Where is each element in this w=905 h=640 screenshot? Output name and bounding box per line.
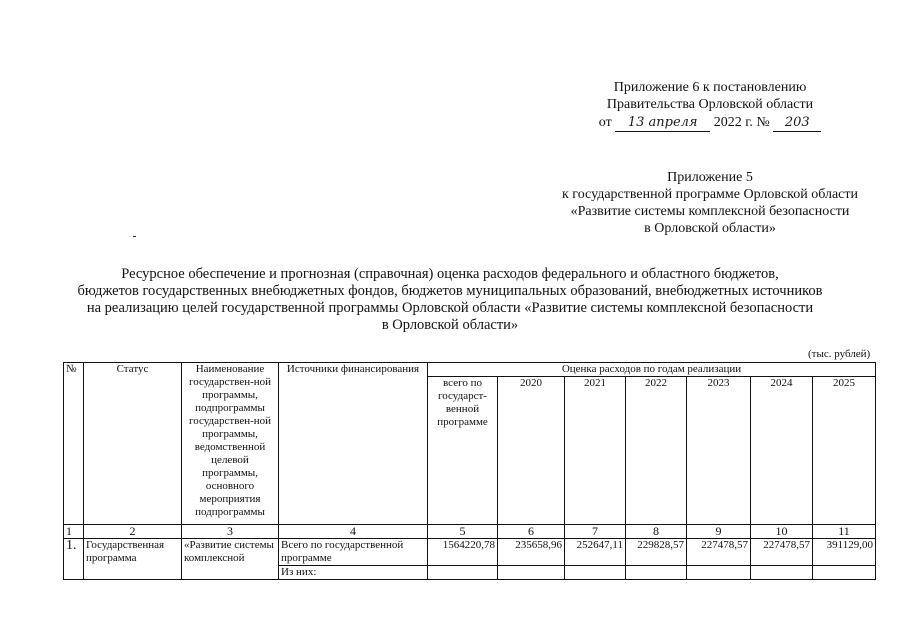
col-number: 3 [182,525,279,539]
header-num: № [64,363,84,525]
value-2023: 227478,57 [687,539,751,566]
from-label: от [598,115,612,130]
value-2022: 229828,57 [626,539,687,566]
appendix5-line4: в Орловской области» [644,221,776,236]
title-line4: в Орловской области» [381,317,519,333]
header-total: всего по государст-венной программе [428,377,498,525]
row-name: «Развитие системы комплексной [182,539,279,580]
handwritten-number: 203 [773,114,821,132]
col-number: 8 [626,525,687,539]
year-text: 2022 г. № [713,115,770,130]
value-total: 1564220,78 [428,539,498,566]
appendix5-line2: к государственной программе Орловской области [562,187,858,202]
appendix6-date-line [560,114,860,132]
table-row [64,539,876,566]
header-year-2024: 2024 [751,377,813,525]
column-number-row [64,525,876,539]
value-2020: 235658,96 [498,539,565,566]
empty-cell [687,566,751,580]
row-source-of: Из них: [279,566,428,580]
col-number: 7 [565,525,626,539]
scan-speck [133,236,136,237]
header-year-2021: 2021 [565,377,626,525]
handwritten-date: 13 апреля [615,114,710,132]
title-line2: бюджетов государственных внебюджетных фондов, бюджетов муниципальных образований, внебюджетных источников [77,283,823,299]
empty-cell [428,566,498,580]
appendix6-block [560,79,860,132]
col-number: 9 [687,525,751,539]
value-2021: 252647,11 [565,539,626,566]
row-status: Государственная программа [84,539,182,580]
appendix5-line1: Приложение 5 [667,170,753,185]
header-status: Статус [84,363,182,525]
empty-cell [813,566,876,580]
col-number: 2 [84,525,182,539]
row-num: 1. [64,539,84,580]
units-label: (тыс. рублей) [808,348,871,360]
appendix5-block [515,169,905,237]
value-2024: 227478,57 [751,539,813,566]
header-year-2022: 2022 [626,377,687,525]
header-estimate: Оценка расходов по годам реализации [428,363,876,377]
title-line3: на реализацию целей государственной программы Орловской области «Развитие системы комплексной безопасности [86,300,814,316]
document-title [70,266,830,334]
header-year-2025: 2025 [813,377,876,525]
col-number: 11 [813,525,876,539]
col-number: 6 [498,525,565,539]
empty-cell [626,566,687,580]
header-year-2023: 2023 [687,377,751,525]
empty-cell [498,566,565,580]
value-2025: 391129,00 [813,539,876,566]
resource-table [63,362,876,580]
col-number: 5 [428,525,498,539]
row-source-total: Всего по государственной программе [279,539,428,566]
col-number: 4 [279,525,428,539]
empty-cell [751,566,813,580]
col-number: 10 [751,525,813,539]
empty-cell [565,566,626,580]
title-line1: Ресурсное обеспечение и прогнозная (справочная) оценка расходов федерального и областного бюджетов, [121,266,779,282]
appendix5-line3: «Развитие системы комплексной безопасности [570,204,850,219]
header-year-2020: 2020 [498,377,565,525]
header-sources: Источники финансирования [279,363,428,525]
appendix6-line2: Правительства Орловской области [606,97,814,112]
col-number: 1 [64,525,84,539]
header-name: Наименование государствен-ной программы, подпрограммы государствен-ной программы, ведомственной целевой программы, основного мероприятия подпрограммы [182,363,279,525]
appendix6-line1: Приложение 6 к постановлению [613,80,807,95]
